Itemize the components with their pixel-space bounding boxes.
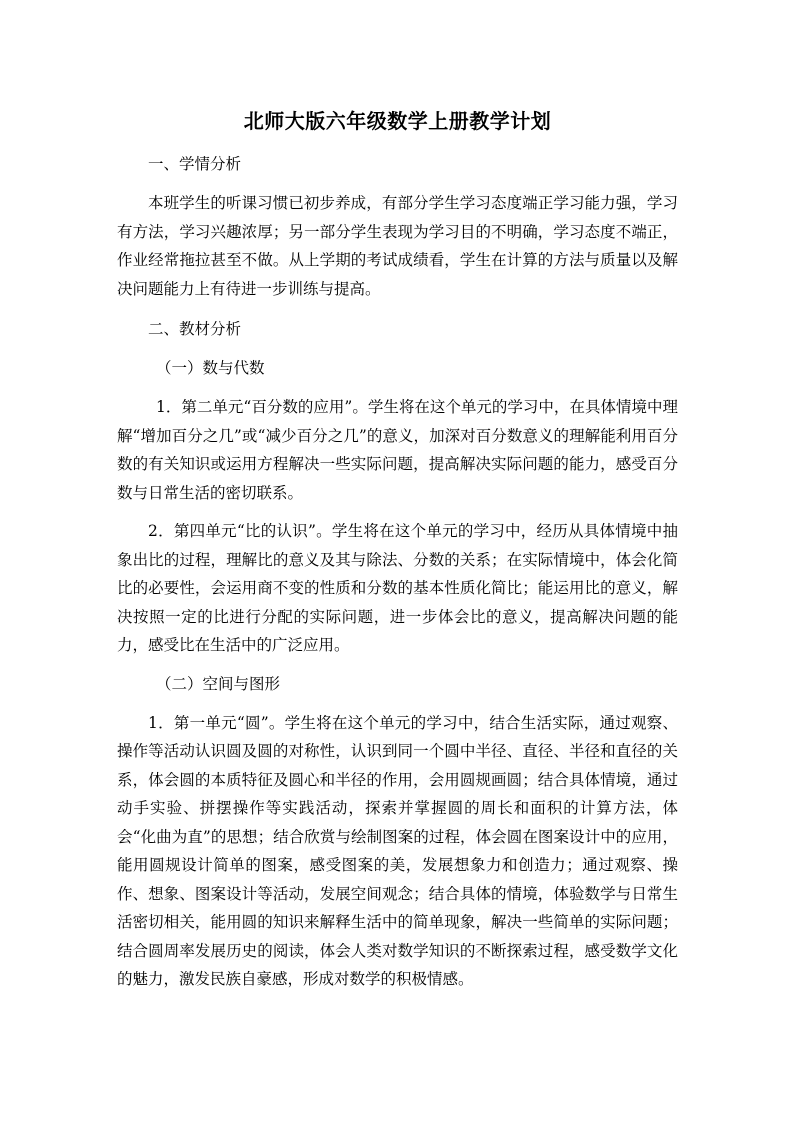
paragraph-unit-ratio: 2．第四单元“比的认识”。学生将在这个单元的学习中，经历从具体情境中抽象出比的过程，理解比的意义及其与除法、分数的关系；在实际情境中，体会化简比的必要性，会运用商不变的性质和分数的基本性质化简比；能运用比的意义，解决按照一定的比进行分配的实际问题，进一步体会比的意义，提高解决问题的能力，感受比在生活中的广泛应用。 (117, 522, 678, 654)
subsection-heading-number-algebra: （一）数与代数 (156, 359, 265, 377)
spacer (117, 344, 678, 354)
paragraph-unit-circle: 1．第一单元“圆”。学生将在这个单元的学习中，结合生活实际，通过观察、操作等活动认识圆及圆的对称性，认识到同一个圆中半径、直径、半径和直径的关系，体会圆的本质特征及圆心和半径的作用，会用圆规画圆；结合具体情境，通过动手实验、拼摆操作等实践活动，探索并掌握圆的周长和面积的计算方法，体会“化曲为直”的思想；结合欣赏与绘制图案的过程，体会圆在图案设计中的应用，能用圆规设计简单的图案，感受图案的美，发展想象力和创造力；通过观察、操作、想象、图案设计等活动，发展空间观念；结合具体的情境，体验数学与日常生活密切相关，能用圆的知识来解释生活中的简单现象，解决一些简单的实际问题；结合圆周率发展历史的阅读，体会人类对数学知识的不断探索过程，感受数学文化的魅力，激发民族自豪感，形成对数学的积极情感。 (117, 713, 678, 988)
spacer (117, 383, 678, 393)
spacer (117, 179, 678, 189)
document-title: 北师大版六年级数学上册教学计划 (243, 109, 552, 133)
spacer (117, 303, 678, 315)
paragraph-unit-percent-application: 1．第二单元“百分数的应用”。学生将在这个单元的学习中，在具体情境中理解“增加百分之几”或“减少百分之几”的意义，加深对百分数意义的理解能利用百分数的有关知识或运用方程解决一些实际问题，提高解决实际问题的能力，感受百分数与日常生活的密切联系。 (117, 398, 678, 502)
section-heading-textbook-analysis: 二、教材分析 (148, 320, 242, 338)
subsection-heading-space-shape: （二）空间与图形 (156, 674, 281, 693)
paragraph-learning-analysis: 本班学生的听课习惯已初步养成，有部分学生学习态度端正学习能力强，学习有方法，学习兴趣浓厚；另一部分学生表现为学习目的不明确，学习态度不端正，作业经常拖拉甚至不做。从上学期的考试成绩看，学生在计算的方法与质量以及解决问题能力上有待进一步训练与提高。 (117, 194, 678, 298)
spacer (117, 699, 678, 709)
spacer (117, 507, 678, 517)
spacer (117, 660, 678, 670)
section-heading-learning-analysis: 一、学情分析 (148, 155, 242, 173)
